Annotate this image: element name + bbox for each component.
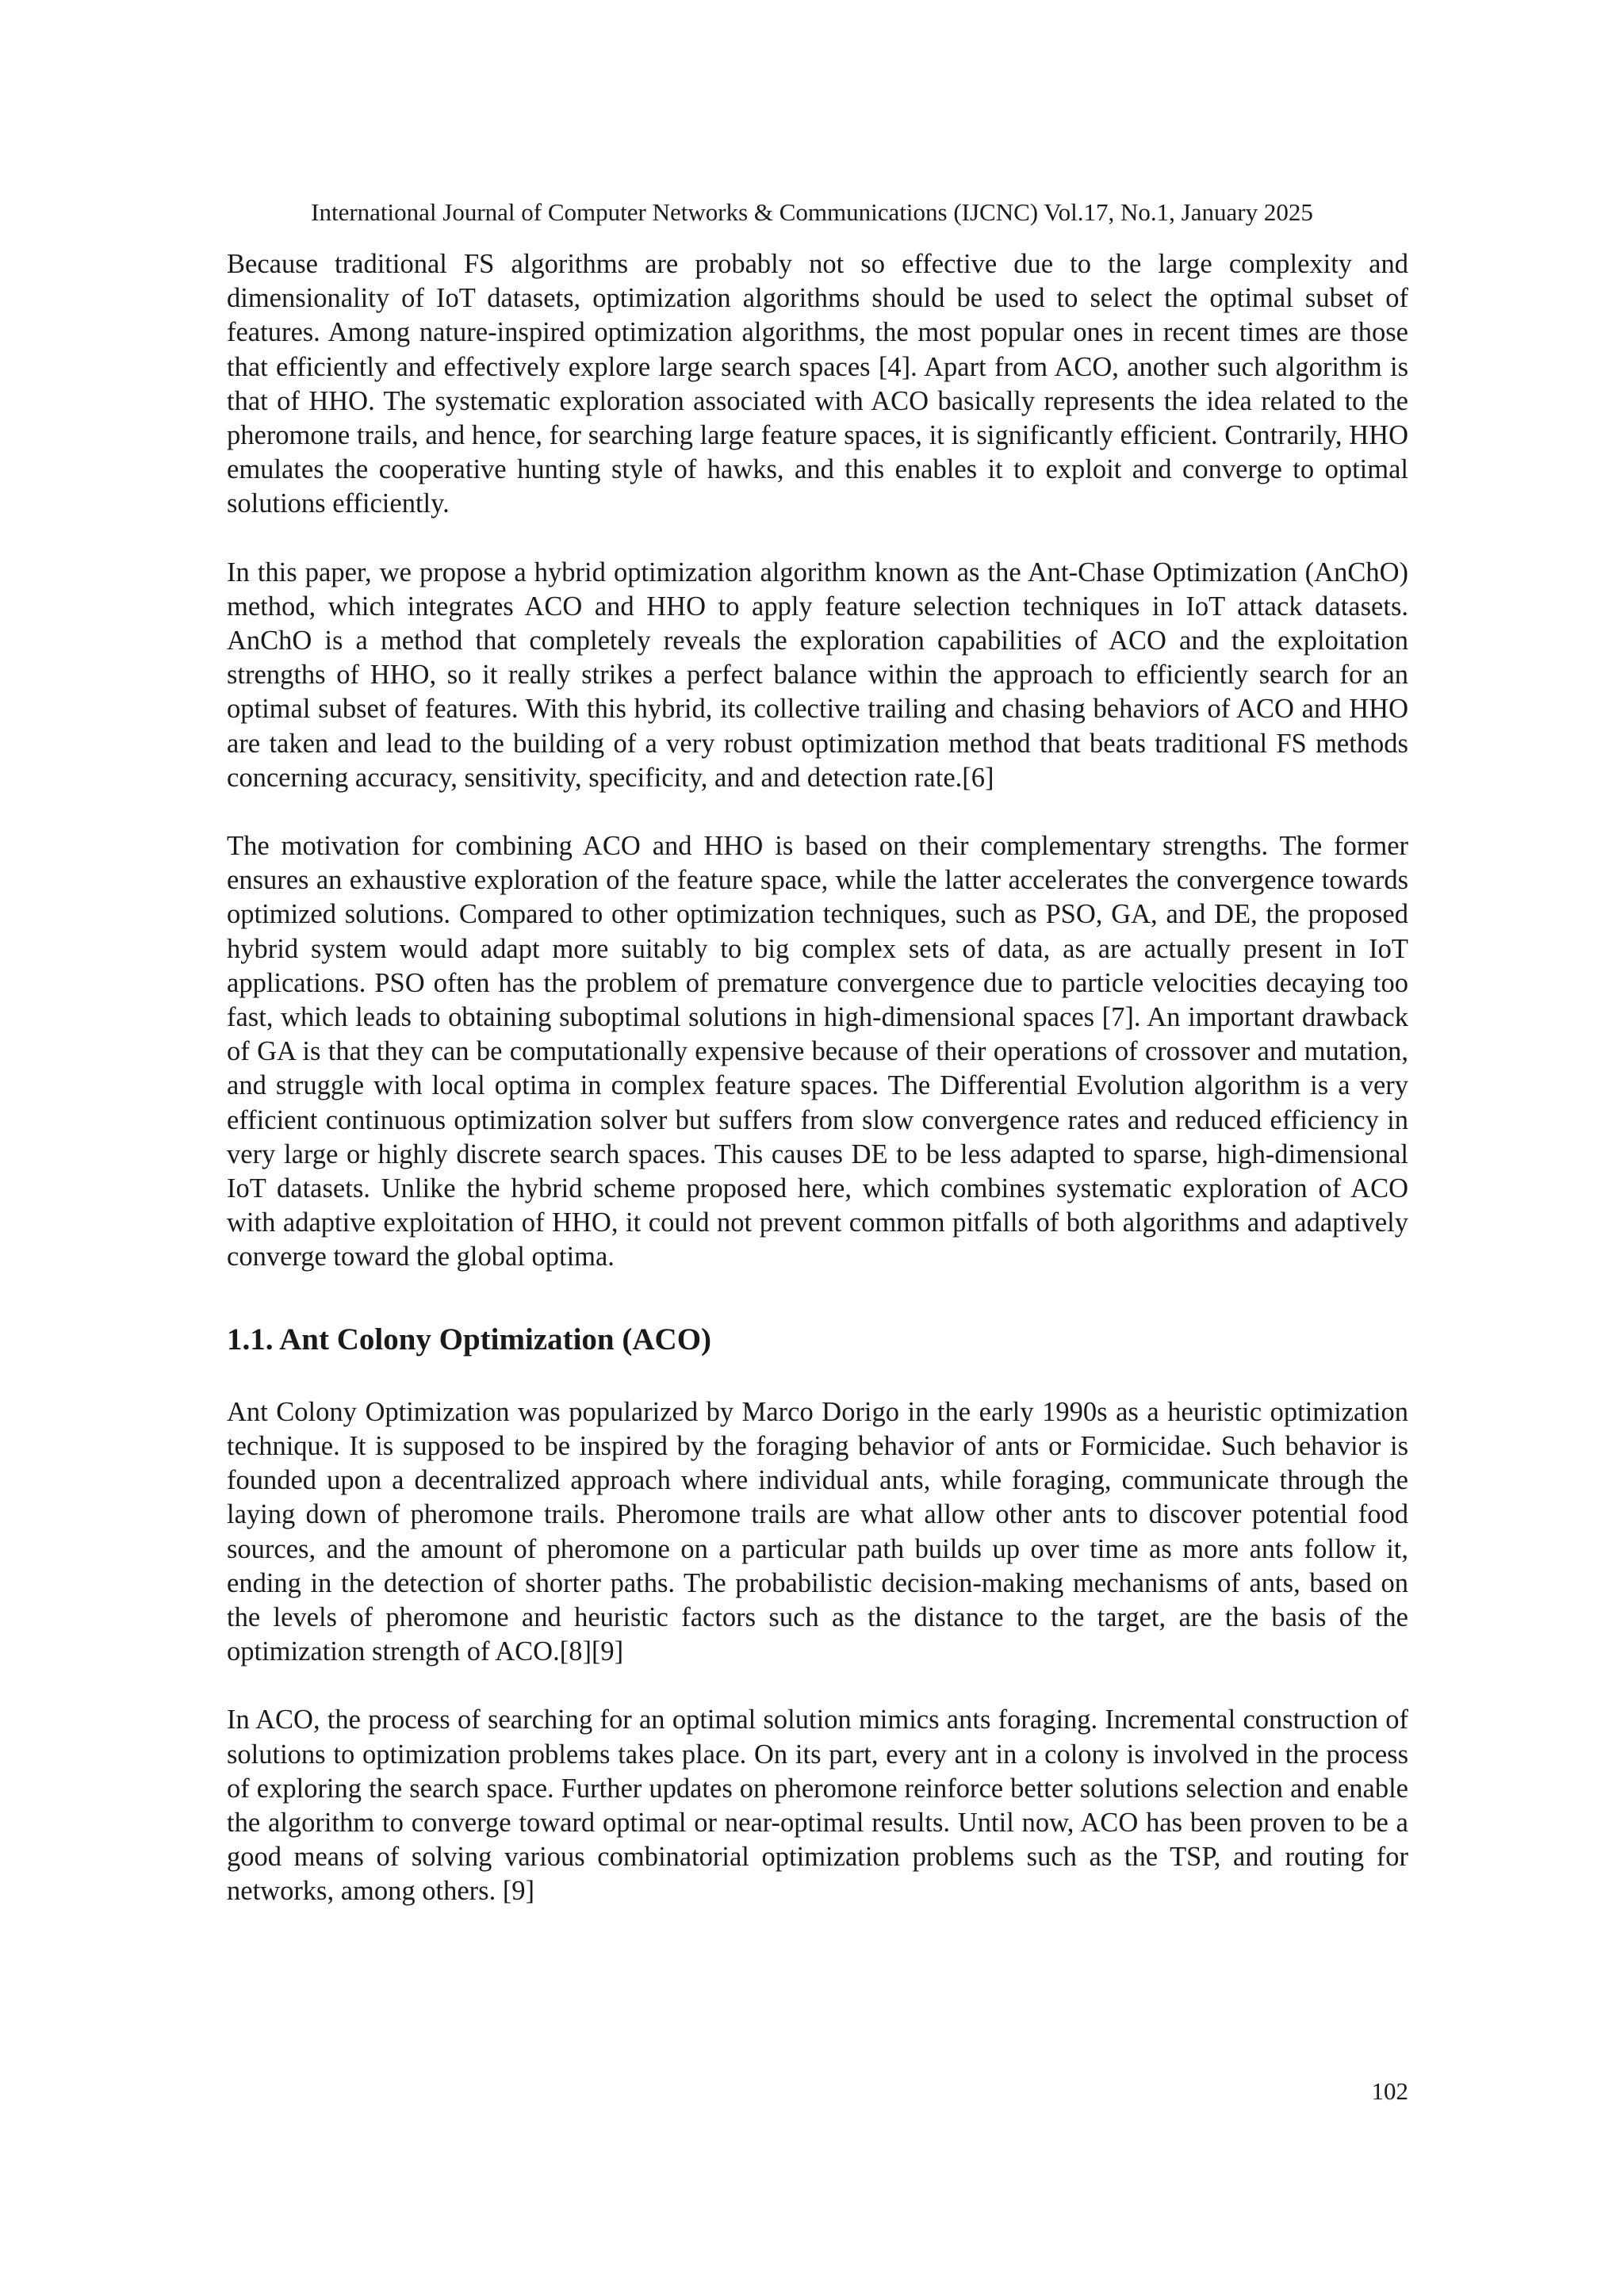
article-body xyxy=(227,247,1408,1909)
paragraph-aco-origin: Ant Colony Optimization was popularized by Marco Dorigo in the early 1990s as a heuristic optimization technique. It is supposed to be inspired by the foraging behavior of ants or Formicidae. Such behavior is founded upon a decentralized approach where individual ants, while foraging, communicate through the laying down of pheromone trails. Pheromone trails are what allow other ants to discover potential food sources, and the amount of pheromone on a particular path builds up over time as more ants follow it, ending in the detection of shorter paths. The probabilistic decision-making mechanisms of ants, based on the levels of pheromone and heuristic factors such as the distance to the target, are the basis of the optimization strength of ACO.[8][9] xyxy=(227,1396,1408,1667)
page-number: 102 xyxy=(1371,2077,1408,2105)
paragraph-hybrid-motivation: The motivation for combining ACO and HHO is based on their complementary strengths. The former ensures an exhaustive exploration of the feature space, while the latter accelerates the convergence towards optimized solutions. Compared to other optimization techniques, such as PSO, GA, and DE, the proposed hybrid system would adapt more suitably to big complex sets of data, as are actually present in IoT applications. PSO often has the problem of premature convergence due to particle velocities decaying too fast, which leads to obtaining suboptimal solutions in high-dimensional spaces [7]. An important drawback of GA is that they can be computationally expensive because of their operations of crossover and mutation, and struggle with local optima in complex feature spaces. The Differential Evolution algorithm is a very efficient continuous optimization solver but suffers from slow convergence rates and reduced efficiency in very large or highly discrete search spaces. This causes DE to be less adapted to sparse, high-dimensional IoT datasets. Unlike the hybrid scheme proposed here, which combines systematic exploration of ACO with adaptive exploitation of HHO, it could not prevent common pitfalls of both algorithms and adaptively converge toward the global optima. xyxy=(227,831,1408,1272)
paragraph-aco-process: In ACO, the process of searching for an optimal solution mimics ants foraging. Incremental construction of solutions to optimization problems takes place. On its part, every ant in a colony is involved in the process of exploring the search space. Further updates on pheromone reinforce better solutions selection and enable the algorithm to converge toward optimal or near-optimal results. Until now, ACO has been proven to be a good means of solving various combinatorial optimization problems such as the TSP, and routing for networks, among others. [9] xyxy=(227,1705,1408,1907)
paragraph-fs-motivation: Because traditional FS algorithms are probably not so effective due to the large complexity and dimensionality of IoT datasets, optimization algorithms should be used to select the optimal subset of features. Among nature-inspired optimization algorithms, the most popular ones in recent times are those that efficiently and effectively explore large search spaces [4]. Apart from ACO, another such algorithm is that of HHO. The systematic exploration associated with ACO basically represents the idea related to the pheromone trails, and hence, for searching large feature spaces, it is significantly efficient. Contrarily, HHO emulates the cooperative hunting style of hawks, and this enables it to exploit and converge to optimal solutions efficiently. xyxy=(227,249,1408,519)
section-heading-aco: 1.1. Ant Colony Optimization (ACO) xyxy=(227,1322,712,1357)
journal-header: International Journal of Computer Networks & Communications (IJCNC) Vol.17, No.1, January 2025 xyxy=(311,198,1313,226)
paragraph-ancho-proposal: In this paper, we propose a hybrid optimization algorithm known as the Ant-Chase Optimization (AnChO) method, which integrates ACO and HHO to apply feature selection techniques in IoT attack datasets. AnChO is a method that completely reveals the exploration capabilities of ACO and the exploitation strengths of HHO, so it really strikes a perfect balance within the approach to efficiently search for an optimal subset of features. With this hybrid, its collective trailing and chasing behaviors of ACO and HHO are taken and lead to the building of a very robust optimization method that beats traditional FS methods concerning accuracy, sensitivity, specificity, and and detection rate.[6] xyxy=(227,557,1408,793)
